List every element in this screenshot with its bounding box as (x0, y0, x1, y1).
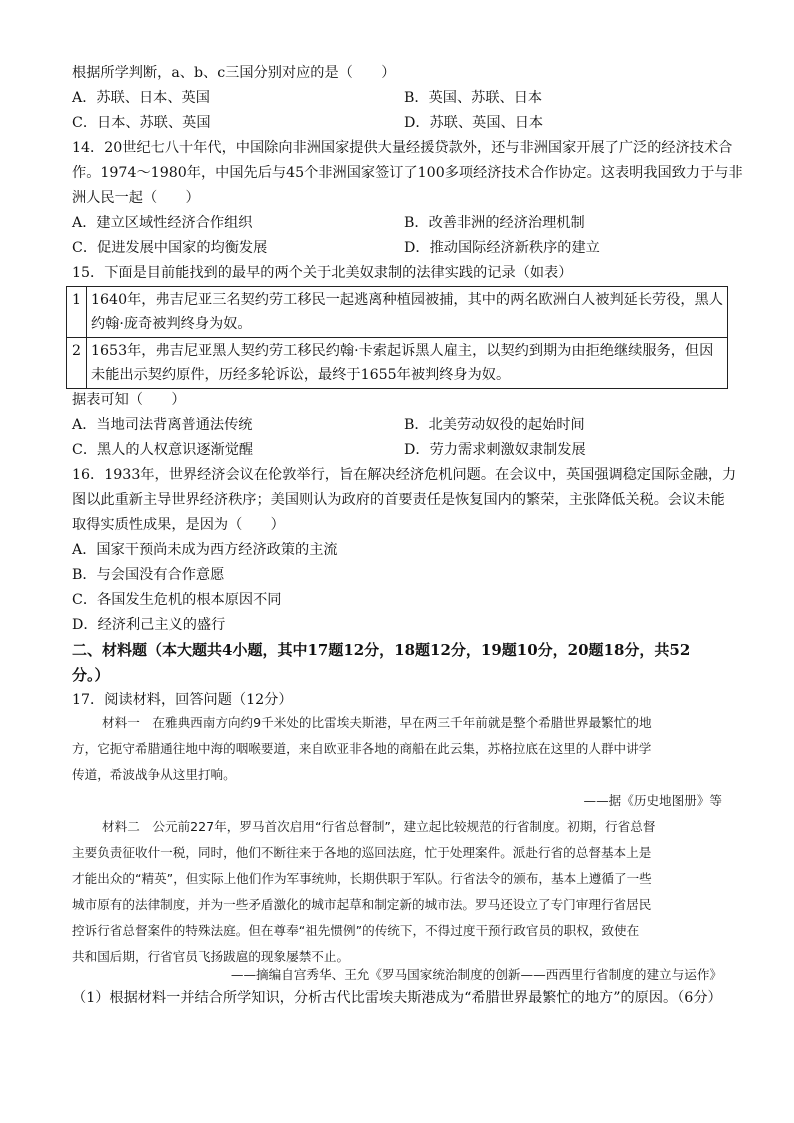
material2-line5: 控诉行省总督案件的特殊法庭。但在尊奉“祖先惯例”的传统下，不得过度干预行政官员的职权，致使在 (72, 923, 640, 938)
section2-heading-line1: 二、材料题（本大题共4小题，其中17题12分，18题12分，19题10分，20题18分，共52 (72, 641, 691, 659)
q16-stem-line3: 取得实质性成果，是因为（ ） (72, 517, 285, 533)
q16-option-d: D．经济利己主义的盛行 (72, 617, 226, 633)
q16-stem-line2: 图以此重新主导世界经济秩序；美国则认为政府的首要责任是恢复国内的繁荣，主张降低关税。会议未能 (72, 492, 725, 508)
q15-option-a: A．当地司法背离普通法传统 (72, 417, 253, 433)
q13-stem: 根据所学判断，a、b、c三国分别对应的是（ ） (72, 65, 396, 81)
material2-line6: 共和国后期，行省官员飞扬跋扈的现象屡禁不止。 (72, 949, 350, 964)
q14-stem-line2: 作。1974～1980年，中国先后与45个非洲国家签订了100多项经济技术合作协定。这表明我国致力于与非 (72, 165, 743, 181)
table-row-text: 1640年，弗吉尼亚三名契约劳工移民一起逃离种植园被捕，其中的两名欧洲白人被判延长劳役，黑人约翰·庞奇被判终身为奴。 (87, 287, 728, 338)
material2-line1: 材料二 公元前227年，罗马首次启用“行省总督制”，建立起比较规范的行省制度。初期，行省总督 (102, 819, 656, 834)
material2-source: ——摘编自宫秀华、王允《罗马国家统治制度的创新——西西里行省制度的建立与运作》 (230, 967, 722, 982)
q16-option-b: B．与会国没有合作意愿 (72, 567, 225, 583)
table-row-text: 1653年，弗吉尼亚黑人契约劳工移民约翰·卡索起诉黑人雇主，以契约到期为由拒绝继续服务，但因未能出示契约原件，历经多轮诉讼，最终于1655年被判终身为奴。 (87, 338, 728, 389)
q13-option-b: B．英国、苏联、日本 (404, 90, 543, 106)
section2-heading-line2: 分。） (72, 666, 110, 684)
q15-option-b: B．北美劳动奴役的起始时间 (404, 417, 585, 433)
q14-option-a: A．建立区域性经济合作组织 (72, 215, 253, 231)
material1-line3: 传道，希波战争从这里打响。 (72, 767, 236, 782)
q15-option-d: D．劳力需求刺激奴隶制发展 (404, 442, 586, 458)
q14-stem-line3: 洲人民一起（ ） (72, 190, 200, 206)
q16-stem-line1: 16．1933年，世界经济会议在伦敦举行，旨在解决经济危机问题。在会议中，英国强调稳定国际金融，力 (72, 467, 737, 483)
table-row-number: 2 (67, 338, 87, 389)
q17-subquestion-1: （1）根据材料一并结合所学知识，分析古代比雷埃夫斯港成为“希腊世界最繁忙的地方”的原因。（6分） (72, 990, 722, 1006)
material2-line4: 城市原有的法律制度，并为一些矛盾激化的城市起草和制定新的城市法。罗马还设立了专门审理行省居民 (72, 897, 652, 912)
q13-option-a: A．苏联、日本、英国 (72, 90, 210, 106)
material1-line1: 材料一 在雅典西南方向约9千米处的比雷埃夫斯港，早在两三千年前就是整个希腊世界最繁忙的地 (102, 715, 652, 730)
q16-option-a: A．国家干预尚未成为西方经济政策的主流 (72, 542, 338, 558)
q14-stem-line1: 14．20世纪七八十年代，中国除向非洲国家提供大量经援贷款外，还与非洲国家开展了广泛的经济技术合 (72, 140, 733, 156)
q14-option-b: B．改善非洲的经济治理机制 (404, 215, 585, 231)
q16-option-c: C．各国发生危机的根本原因不同 (72, 592, 282, 608)
material2-line3: 才能出众的“精英”，但实际上他们作为军事统帅，长期供职于军队。行省法令的颁布，基本上遵循了一些 (72, 871, 652, 886)
table-row (67, 338, 728, 389)
q15-stem: 15．下面是目前能找到的最早的两个关于北美奴隶制的法律实践的记录（如表） (72, 265, 573, 281)
q13-option-c: C．日本、苏联、英国 (72, 115, 211, 131)
table-row-number: 1 (67, 287, 87, 338)
table-row (67, 287, 728, 338)
material1-line2: 方，它扼守希腊通往地中海的咽喉要道，来自欧亚非各地的商船在此云集，苏格拉底在这里的人群中讲学 (72, 741, 652, 756)
q15-after: 据表可知（ ） (72, 392, 186, 408)
q14-option-c: C．促进发展中国家的均衡发展 (72, 240, 268, 256)
q13-option-d: D．苏联、英国、日本 (404, 115, 544, 131)
q15-option-c: C．黑人的人权意识逐渐觉醒 (72, 442, 254, 458)
q17-stem: 17．阅读材料，回答问题（12分） (72, 692, 293, 708)
q15-record-table (66, 286, 728, 389)
q14-option-d: D．推动国际经济新秩序的建立 (404, 240, 600, 256)
material2-line2: 主要负责征收什一税，同时，他们不断往来于各地的巡回法庭，忙于处理案件。派赴行省的总督基本上是 (72, 845, 652, 860)
material1-source: ——据《历史地图册》等 (583, 793, 722, 808)
